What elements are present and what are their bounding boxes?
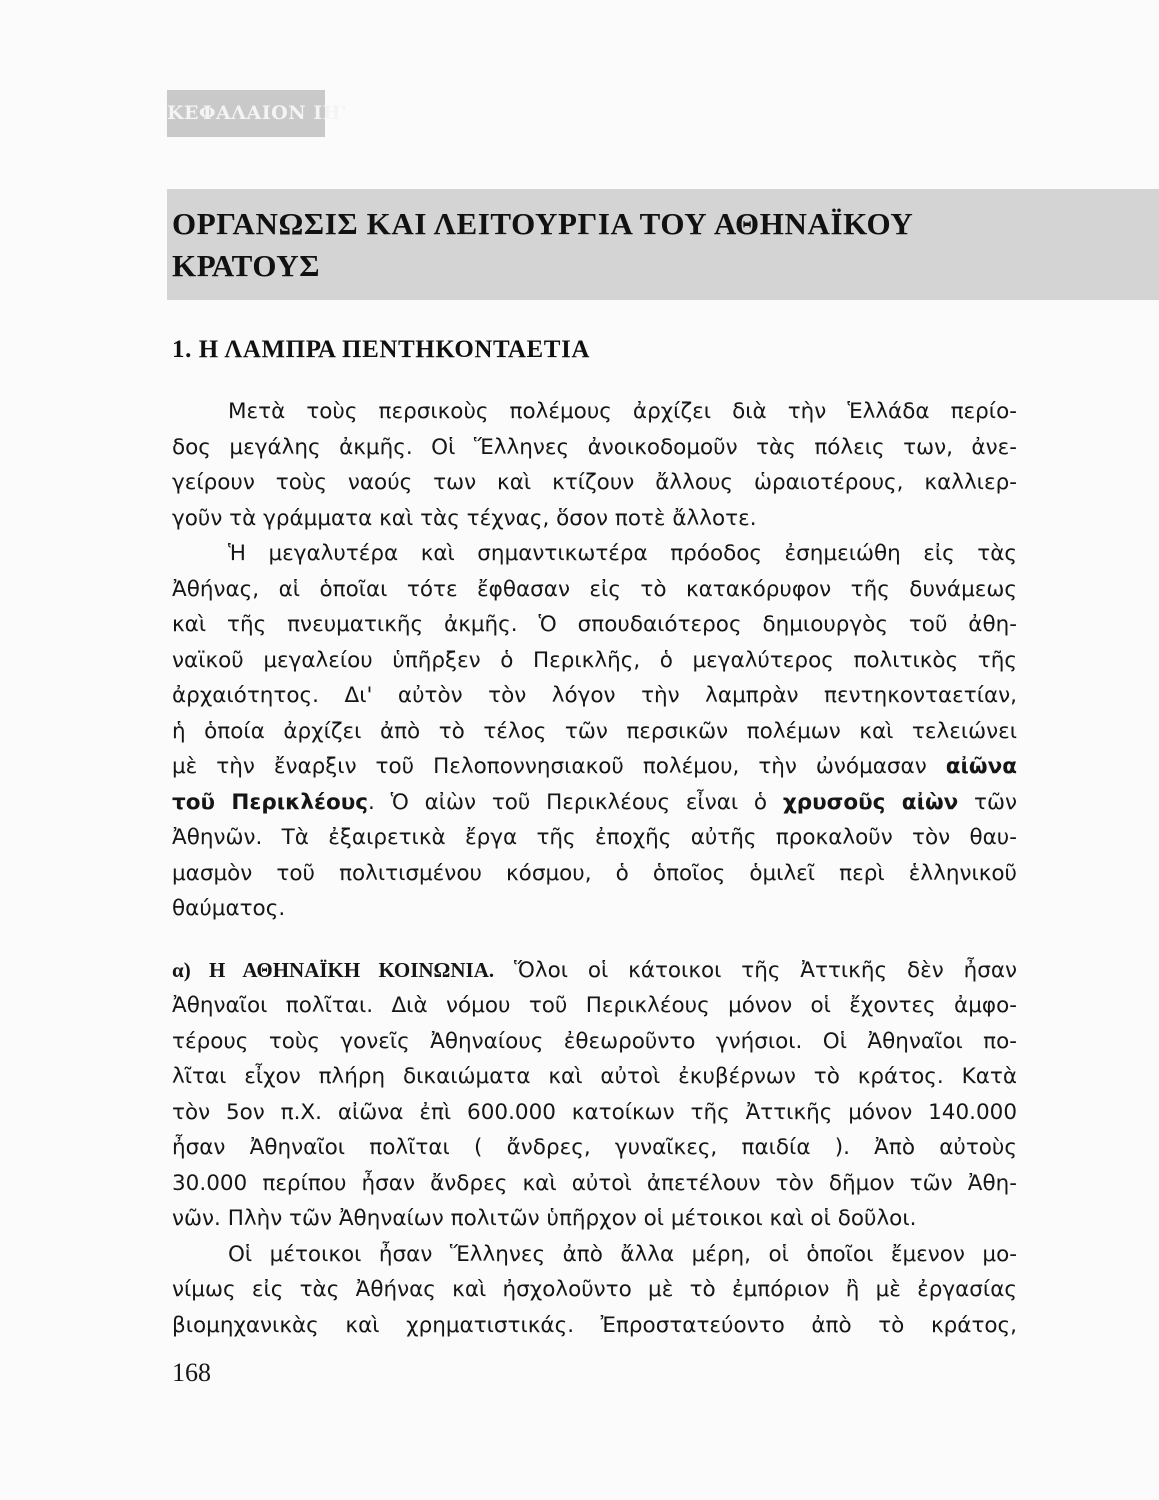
emphasized-text: χρυσοῦς αἰὼν [782, 789, 959, 815]
chapter-title-line: ΚΡΑΤΟΥΣ [172, 248, 321, 283]
text-segment: νίμως εἰς τὰς Ἀθήνας καὶ ἠσχολοῦντο μὲ τὸ ἐμπόριον ἢ μὲ ἐργασίας [172, 1277, 1017, 1302]
text-segment: ναϊκοῦ μεγαλείου ὑπῆρξεν ὁ Περικλῆς, ὁ μεγαλύτερος πολιτικὸς τῆς [172, 647, 1017, 673]
paragraph-gap [172, 927, 1017, 953]
text-segment: ἀρχαιότητος. Δι' αὐτὸν τὸν λόγον τὴν λαμπρὰν πεντηκονταετίαν, [172, 683, 1017, 708]
paragraph [172, 394, 1017, 536]
text-line [172, 607, 1017, 643]
text-segment: τῶν [958, 789, 1018, 815]
text-line [172, 785, 1017, 821]
text-segment: τὸν 5ον π.Χ. αἰῶνα ἐπὶ 600.000 κατοίκων τῆς Ἀττικῆς μόνον 140.000 [172, 1099, 1017, 1125]
text-line [172, 1308, 1017, 1344]
text-segment: 30.000 περίπου ἦσαν ἄνδρες καὶ αὐτοὶ ἀπετέλουν τὸν δῆμον τῶν Ἀθη- [172, 1170, 1017, 1196]
paragraph [172, 953, 1017, 1237]
text-segment: Ἀθήνας, αἱ ὁποῖαι τότε ἔφθασαν εἰς τὸ κατακόρυφον τῆς δυνάμεως [172, 576, 1017, 602]
emphasized-text: τοῦ Περικλέους [172, 789, 369, 815]
text-line [172, 1095, 1017, 1131]
text-segment: ἦσαν Ἀθηναῖοι πολῖται ( ἄνδρες, γυναῖκες, παιδία ). Ἀπὸ αὐτοὺς [172, 1135, 1017, 1160]
text-segment: θαύματος. [172, 896, 286, 921]
chapter-title [172, 203, 1022, 287]
text-line [172, 501, 1017, 537]
text-line [172, 856, 1017, 892]
text-line [172, 1130, 1017, 1166]
text-line [172, 465, 1017, 501]
text-line [172, 1024, 1017, 1060]
text-segment: βιομηχανικὰς καὶ χρηματιστικάς. Ἐπροστατεύοντο ἀπὸ τὸ κράτος, [172, 1312, 1017, 1338]
text-segment: Ἀθηναῖοι πολῖται. Διὰ νόμου τοῦ Περικλέους μόνον οἱ ἔχοντες ἀμφο- [172, 993, 1017, 1018]
paragraph [172, 536, 1017, 927]
body-text [172, 394, 1017, 1343]
paragraph [172, 1237, 1017, 1344]
text-segment: μὲ τὴν ἔναρξιν τοῦ Πελοποννησιακοῦ πολέμου, τὴν ὠνόμασαν [172, 754, 946, 779]
text-segment: Ἀθηνῶν. Τὰ ἐξαιρετικὰ ἔργα τῆς ἐποχῆς αὐτῆς προκαλοῦν τὸν θαυ- [172, 825, 1017, 850]
text-line [172, 678, 1017, 714]
text-segment: λῖται εἶχον πλήρη δικαιώματα καὶ αὐτοὶ ἐκυβέρνων τὸ κράτος. Κατὰ [172, 1064, 1017, 1089]
text-segment: τέρους τοὺς γονεῖς Ἀθηναίους ἐθεωροῦντο γνήσιοι. Οἱ Ἀθηναῖοι πο- [172, 1028, 1017, 1054]
text-line [172, 536, 1017, 572]
text-segment: Ἡ μεγαλυτέρα καὶ σημαντικωτέρα πρόοδος ἐσημειώθη εἰς τὰς [228, 541, 1017, 566]
text-segment: Οἱ μέτοικοι ἦσαν Ἕλληνες ἀπὸ ἄλλα μέρη, οἱ ὁποῖοι ἔμενον μο- [228, 1241, 1017, 1267]
text-segment: καὶ τῆς πνευματικῆς ἀκμῆς. Ὁ σπουδαιότερος δημιουργὸς τοῦ ἀθη- [172, 612, 1017, 637]
text-line [172, 891, 1017, 927]
text-line [172, 714, 1017, 750]
emphasized-text: αἰῶνα [945, 754, 1017, 779]
text-line [172, 1059, 1017, 1095]
text-segment: Μετὰ τοὺς περσικοὺς πολέμους ἀρχίζει διὰ τὴν Ἑλλάδα περίο- [228, 399, 1017, 424]
section-heading: 1. Η ΛΑΜΠΡΑ ΠΕΝΤΗΚΟΝΤΑΕΤΙΑ [172, 336, 591, 363]
text-line [172, 953, 1017, 989]
chapter-label: ΚΕΦΑΛΑΙΟΝ ΙΗ' [167, 90, 325, 137]
text-line [172, 1272, 1017, 1308]
text-line [172, 430, 1017, 466]
subsection-heading: α) Η ΑΘΗΝΑΪΚΗ ΚΟΙΝΩΝΙΑ. [172, 957, 495, 982]
text-segment: . Ὁ αἰὼν τοῦ Περικλέους εἶναι ὁ [368, 789, 783, 815]
text-segment: γείρουν τοὺς ναούς των καὶ κτίζουν ἄλλους ὡραιοτέρους, καλλιερ- [172, 470, 1017, 495]
text-line [172, 1237, 1017, 1273]
text-line [172, 749, 1017, 785]
text-segment: ἡ ὁποία ἀρχίζει ἀπὸ τὸ τέλος τῶν περσικῶν πολέμων καὶ τελειώνει [172, 718, 1017, 744]
text-line [172, 1201, 1017, 1237]
chapter-title-line: ΟΡΓΑΝΩΣΙΣ ΚΑΙ ΛΕΙΤΟΥΡΓΙΑ ΤΟΥ ΑΘΗΝΑΪΚΟΥ [172, 206, 914, 241]
text-segment: Ὅλοι οἱ κάτοικοι τῆς Ἀττικῆς δὲν ἦσαν [494, 957, 1018, 983]
text-line [172, 643, 1017, 679]
text-segment: δος μεγάλης ἀκμῆς. Οἱ Ἕλληνες ἀνοικοδομοῦν τὰς πόλεις των, ἀνε- [172, 434, 1017, 460]
text-line [172, 572, 1017, 608]
text-line [172, 820, 1017, 856]
text-line [172, 988, 1017, 1024]
text-segment: νῶν. Πλὴν τῶν Ἀθηναίων πολιτῶν ὑπῆρχον οἱ μέτοικοι καὶ οἱ δοῦλοι. [172, 1206, 917, 1231]
text-segment: γοῦν τὰ γράμματα καὶ τὰς τέχνας, ὅσον ποτὲ ἄλλοτε. [172, 505, 757, 531]
text-line [172, 394, 1017, 430]
text-line [172, 1166, 1017, 1202]
text-segment: μασμὸν τοῦ πολιτισμένου κόσμου, ὁ ὁποῖος ὁμιλεῖ περὶ ἑλληνικοῦ [172, 860, 1017, 886]
page-number: 168 [172, 1358, 211, 1387]
